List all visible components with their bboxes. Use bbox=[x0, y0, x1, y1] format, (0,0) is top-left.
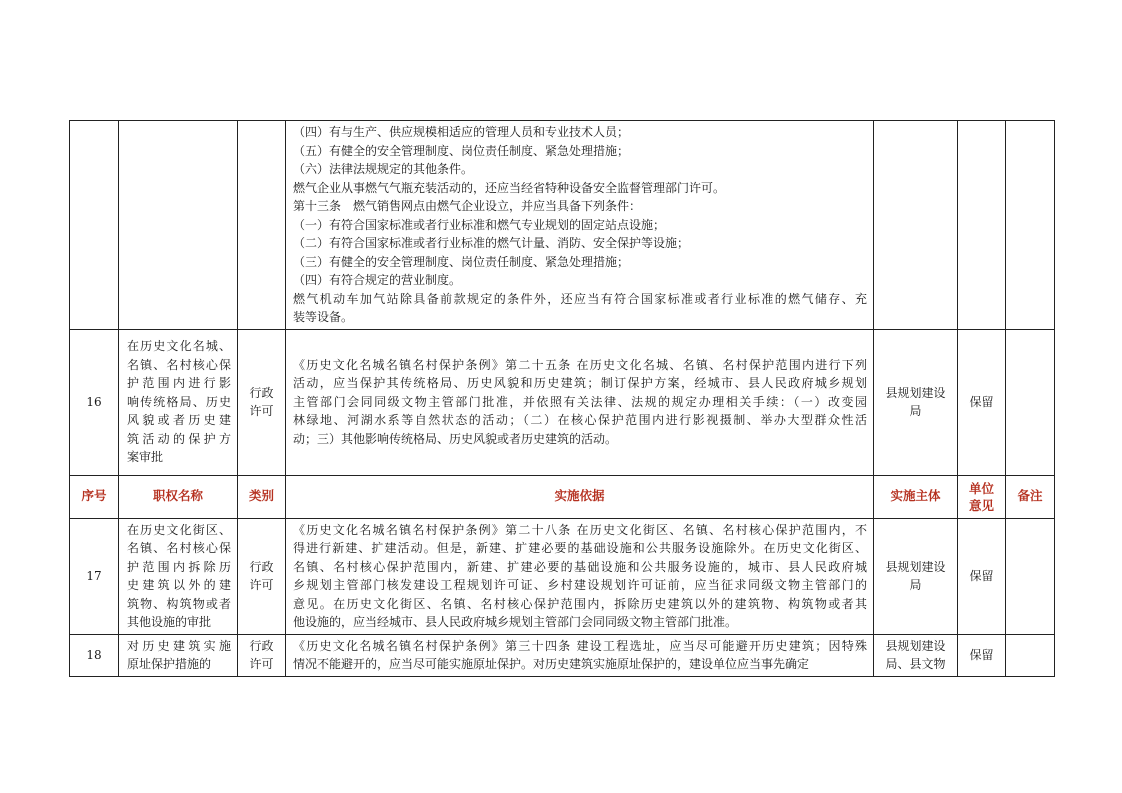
text-line: 风貌或者历史建 bbox=[127, 413, 231, 428]
basis-cell bbox=[286, 329, 874, 475]
header-basis: 实施依据 bbox=[286, 475, 874, 518]
text-line: 许可 bbox=[249, 657, 274, 671]
header-subject: 实施主体 bbox=[874, 475, 958, 518]
subject-cell bbox=[874, 518, 958, 634]
category-cell bbox=[238, 518, 286, 634]
text-line: 乡规划主管部门核发建设工程规划许可证、乡村建设规划许可证前，应当征求同级文物主管部门的 bbox=[293, 578, 867, 592]
text-line: 动；三）其他影响传统格局、历史风貌或者历史建筑的活动。 bbox=[293, 431, 618, 446]
text-line: 在历史文化街区、 bbox=[127, 522, 231, 537]
table-row-continuation bbox=[70, 121, 1055, 330]
text-line: 县规划建设 bbox=[885, 559, 946, 574]
text-line: 行政 bbox=[249, 638, 274, 653]
text-line: （四）有符合规定的营业制度。 bbox=[293, 273, 462, 287]
basis-cell bbox=[286, 518, 874, 634]
header-opinion-line2: 意见 bbox=[968, 497, 994, 513]
text-line: 史建筑以外的建 bbox=[127, 578, 231, 592]
text-line: 局 bbox=[909, 578, 922, 592]
text-line: 县规划建设 bbox=[885, 638, 946, 653]
text-line: 名镇、名村核心保 bbox=[127, 541, 231, 555]
text-line: （三）有健全的安全管理制度、岗位责任制度、紧急处理措施； bbox=[293, 254, 630, 269]
text-line: 燃气机动车加气站除具备前款规定的条件外，还应当有符合国家标准或者行业标准的燃气储存、充 bbox=[293, 291, 867, 306]
remark-cell bbox=[1006, 329, 1055, 475]
text-line: （四）有与生产、供应规模相适应的管理人员和专业技术人员； bbox=[293, 125, 630, 139]
table-header-row bbox=[70, 475, 1055, 518]
text-line: （五）有健全的安全管理制度、岗位责任制度、紧急处理措施； bbox=[293, 143, 630, 158]
remark-cell bbox=[1006, 518, 1055, 634]
text-line: 县规划建设 bbox=[885, 385, 946, 400]
basis-cell bbox=[286, 121, 874, 330]
text-line: 第十三条 燃气销售网点由燃气企业设立，并应当具备下列条件： bbox=[293, 199, 642, 213]
text-line: 案审批 bbox=[127, 450, 164, 465]
name-cell bbox=[119, 634, 238, 676]
text-line: 响传统格局、历史 bbox=[127, 394, 231, 409]
category-cell bbox=[238, 634, 286, 676]
header-opinion-line1: 单位 bbox=[968, 480, 994, 496]
text-line: 主管部门会同同级文物主管部门批准，并依照有关法律、法规的规定办理相关手续：（一）改变园 bbox=[293, 394, 867, 409]
text-line: 《历史文化名城名镇名村保护条例》第三十四条 建设工程选址，应当尽可能避开历史建筑；因特殊 bbox=[293, 638, 867, 653]
category-cell bbox=[238, 329, 286, 475]
text-line: 行政 bbox=[249, 385, 274, 400]
name-cell bbox=[119, 121, 238, 330]
opinion-cell: 保留 bbox=[958, 329, 1006, 475]
opinion-cell: 保留 bbox=[958, 518, 1006, 634]
header-category: 类别 bbox=[238, 475, 286, 518]
text-line: 名镇、名村核心保护范围内，新建、扩建必要的基础设施和公共服务设施的，城市、县人民政府城 bbox=[293, 559, 867, 574]
category-cell bbox=[238, 121, 286, 330]
text-line: 装等设备。 bbox=[293, 310, 354, 324]
text-line: 护范围内拆除历 bbox=[127, 559, 231, 574]
header-opinion bbox=[958, 475, 1006, 518]
text-line: 意见。在历史文化街区、名镇、名村核心保护范围内，拆除历史建筑以外的建筑物、构筑物或者其 bbox=[293, 596, 867, 611]
text-line: 活动，应当保护其传统格局、历史风貌和历史建筑；制订保护方案，经城市、县人民政府城乡规划 bbox=[293, 376, 867, 391]
subject-cell bbox=[874, 329, 958, 475]
seq-cell bbox=[70, 121, 119, 330]
text-line: 筑物、构筑物或者 bbox=[127, 596, 231, 611]
text-line: （一）有符合国家标准或者行业标准和燃气专业规划的固定站点设施； bbox=[293, 217, 666, 232]
text-line: 燃气企业从事燃气气瓶充装活动的，还应当经省特种设备安全监督管理部门许可。 bbox=[293, 180, 726, 195]
seq-cell: 18 bbox=[70, 634, 119, 676]
text-line: 筑活动的保护方 bbox=[127, 431, 231, 446]
text-line: （二）有符合国家标准或者行业标准的燃气计量、消防、安全保护等设施； bbox=[293, 236, 690, 250]
basis-cell bbox=[286, 634, 874, 676]
remark-cell bbox=[1006, 121, 1055, 330]
header-name: 职权名称 bbox=[119, 475, 238, 518]
text-line: 局 bbox=[909, 404, 922, 418]
seq-cell: 16 bbox=[70, 329, 119, 475]
authority-table bbox=[69, 120, 1055, 677]
subject-cell bbox=[874, 121, 958, 330]
text-line: 护范围内进行影 bbox=[127, 376, 231, 391]
text-line: 在历史文化名城、 bbox=[127, 339, 231, 354]
text-line: 许可 bbox=[249, 404, 274, 418]
opinion-cell bbox=[958, 121, 1006, 330]
table-row-18 bbox=[70, 634, 1055, 676]
opinion-cell: 保留 bbox=[958, 634, 1006, 676]
text-line: 局、县文物 bbox=[885, 657, 946, 671]
name-cell bbox=[119, 329, 238, 475]
text-line: 林绿地、河湖水系等自然状态的活动；（二）在核心保护范围内进行影视摄制、举办大型群众性活 bbox=[293, 413, 867, 428]
text-line: 对历史建筑实施 bbox=[127, 638, 231, 653]
text-line: 《历史文化名城名镇名村保护条例》第二十八条 在历史文化街区、名镇、名村核心保护范围内，不 bbox=[293, 522, 867, 537]
text-line: 情况不能避开的，应当尽可能实施原址保护。对历史建筑实施原址保护的，建设单位应当事先确定 bbox=[293, 657, 810, 671]
text-line: 名镇、名村核心保 bbox=[127, 357, 231, 372]
text-line: 他设施的，应当经城市、县人民政府城乡规划主管部门会同同级文物主管部门批准。 bbox=[293, 615, 738, 629]
table-row-17 bbox=[70, 518, 1055, 634]
text-line: 行政 bbox=[249, 559, 274, 574]
text-line: （六）法律法规规定的其他条件。 bbox=[293, 162, 474, 176]
text-line: 原址保护措施的 bbox=[127, 657, 212, 671]
subject-cell bbox=[874, 634, 958, 676]
text-line: 得进行新建、扩建活动。但是，新建、扩建必要的基础设施和公共服务设施除外。在历史文化街区、 bbox=[293, 541, 867, 555]
seq-cell: 17 bbox=[70, 518, 119, 634]
header-remark: 备注 bbox=[1006, 475, 1055, 518]
table-row-16 bbox=[70, 329, 1055, 475]
text-line: 其他设施的审批 bbox=[127, 615, 212, 629]
text-line: 许可 bbox=[249, 578, 274, 592]
text-line: 《历史文化名城名镇名村保护条例》第二十五条 在历史文化名城、名镇、名村保护范围内进行下列 bbox=[293, 357, 867, 372]
remark-cell bbox=[1006, 634, 1055, 676]
header-seq: 序号 bbox=[70, 475, 119, 518]
name-cell bbox=[119, 518, 238, 634]
